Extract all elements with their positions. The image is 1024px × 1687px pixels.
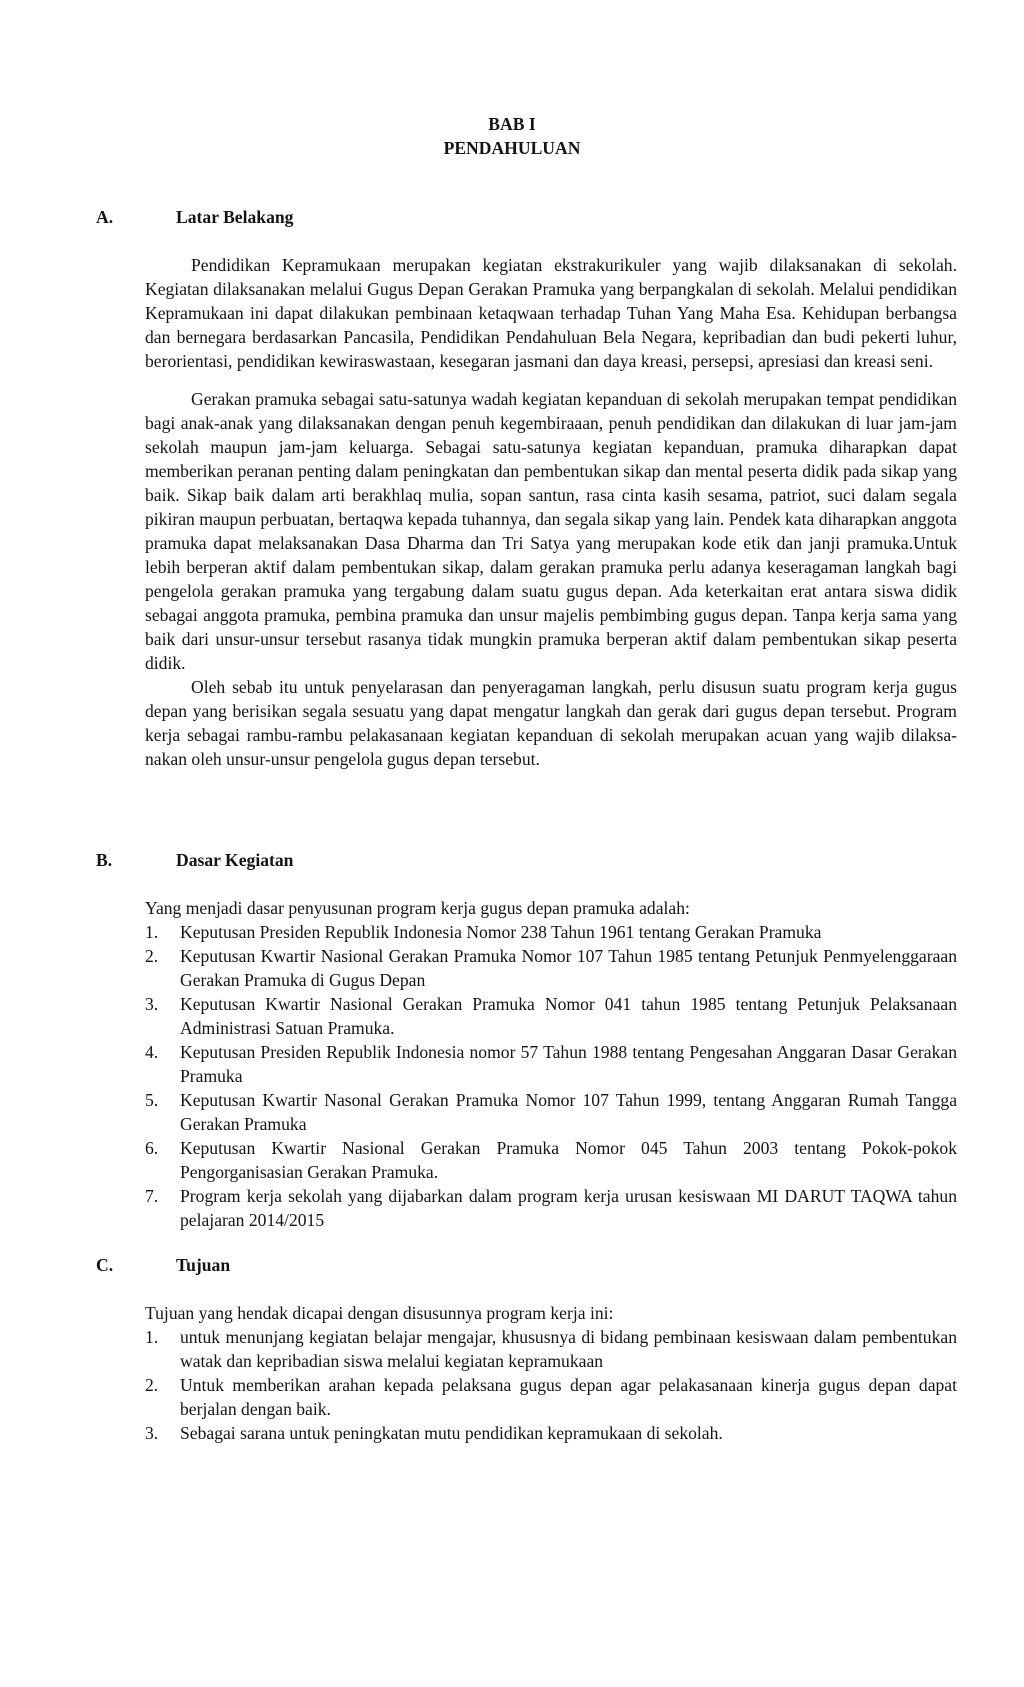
list-number: 3.: [145, 994, 159, 1014]
section-b-body: [145, 896, 957, 1232]
list-item: [145, 1040, 957, 1088]
list-number: 3.: [145, 1423, 159, 1443]
list-text: Sebagai sarana untuk peningkatan mutu pendidikan kepramukaan di sekolah.: [180, 1423, 723, 1443]
list-number: 6.: [145, 1138, 159, 1158]
section-a-paragraph-2: Gerakan pramuka sebagai satu-satunya wadah kegiatan kepanduan di sekolah merupakan tempat pendidikan bagi anak-anak yang dilaksanakan dengan penuh kegembiraaan, penuh pendidikan dan dilakukan di luar jam-jam sekolah maupun jam-jam keluarga. Sebagai satu-satunya kegiatan kepanduan, pramuka diharapkan dapat memberikan peranan penting dalam peningkatan dan pembentukan sikap dan mental peserta didik pada sikap yang baik. Sikap baik dalam arti berakhlaq mulia, sopan santun, rasa cinta kasih sesama, patriot, suci dalam segala pikiran maupun perbuatan, bertaqwa kepada tuhannya, dan segala sikap yang lain. Pendek kata diharapkan anggota pramuka dapat melaksanakan Dasa Dharma dan Tri Satya yang merupakan kode etik dan janji pramuka.Untuk lebih berperan aktif dalam pembentukan sikap, dalam gerakan pramuka perlu adanya keseragaman langkah bagi pengelola gerakan pramuka yang tergabung dalam suatu gugus depan. Ada keterkaitan erat antara siswa didik sebagai anggota pramuka, pembina pramuka dan unsur majelis pembimbing gugus depan. Tanpa kerja sama yang baik dari unsur-unsur tersebut rasanya tidak mungkin pramuka berperan aktif dalam pembentukan sikap peserta didik.: [145, 389, 957, 673]
list-item: [145, 1325, 957, 1373]
list-text: Keputusan Kwartir Nasional Gerakan Pramuka Nomor 045 Tahun 2003 tentang Pokok-pokok Pengorganisasian Gerakan Pramuka.: [180, 1138, 957, 1182]
list-number: 1.: [145, 922, 159, 942]
chapter-title: PENDAHULUAN: [443, 138, 581, 158]
list-number: 2.: [145, 946, 159, 966]
list-number: 7.: [145, 1186, 159, 1206]
list-text: Keputusan Presiden Republik Indonesia nomor 57 Tahun 1988 tentang Pengesahan Anggaran Dasar Gerakan Pramuka: [180, 1042, 957, 1086]
section-c-body: [145, 1301, 957, 1445]
list-number: 2.: [145, 1375, 159, 1395]
section-b-heading: [96, 848, 293, 872]
list-item: [145, 1373, 957, 1421]
list-text: Keputusan Kwartir Nasonal Gerakan Pramuka Nomor 107 Tahun 1999, tentang Anggaran Rumah Tangga Gerakan Pramuka: [180, 1090, 957, 1134]
list-item: [145, 1184, 957, 1232]
list-text: Keputusan Kwartir Nasional Gerakan Pramuka Nomor 041 tahun 1985 tentang Petunjuk Pelaksanaan Administrasi Satuan Pramuka.: [180, 994, 957, 1038]
section-c-letter: C.: [96, 1255, 114, 1275]
list-text: Keputusan Kwartir Nasional Gerakan Pramuka Nomor 107 Tahun 1985 tentang Petunjuk Penmyelenggaraan Gerakan Pramuka di Gugus Depan: [180, 946, 957, 990]
section-a-title: Latar Belakang: [176, 207, 294, 227]
section-a-paragraph-3: Oleh sebab itu untuk penyelarasan dan penyeragaman langkah, perlu disusun suatu program kerja gugus depan yang berisikan segala sesuatu yang dapat mengatur langkah dan gerak dari gugus depan tersebut. Program kerja sebagai rambu-rambu pelakasanaan kegiatan kepanduan di sekolah merupakan acuan yang wajib dilaksa-nakan oleh unsur-unsur pengelola gugus depan tersebut.: [145, 677, 957, 769]
list-text: Keputusan Presiden Republik Indonesia Nomor 238 Tahun 1961 tentang Gerakan Pramuka: [180, 922, 822, 942]
list-item: [145, 920, 957, 944]
chapter-label: BAB I: [488, 114, 536, 134]
list-item: [145, 1136, 957, 1184]
section-c-intro: Tujuan yang hendak dicapai dengan disusunnya program kerja ini:: [145, 1303, 614, 1323]
section-b-title: Dasar Kegiatan: [176, 850, 294, 870]
list-number: 4.: [145, 1042, 159, 1062]
list-text: Untuk memberikan arahan kepada pelaksana gugus depan agar pelakasanaan kinerja gugus depan dapat berjalan dengan baik.: [180, 1375, 957, 1419]
list-text: Program kerja sekolah yang dijabarkan dalam program kerja urusan kesiswaan MI DARUT TAQWA tahun pelajaran 2014/2015: [180, 1186, 957, 1230]
list-number: 5.: [145, 1090, 159, 1110]
section-a-letter: A.: [96, 207, 114, 227]
list-item: [145, 944, 957, 992]
list-number: 1.: [145, 1327, 159, 1347]
section-b-letter: B.: [96, 850, 113, 870]
section-b-intro: Yang menjadi dasar penyusunan program kerja gugus depan pramuka adalah:: [145, 898, 690, 918]
section-c-title: Tujuan: [176, 1255, 231, 1275]
list-text: untuk menunjang kegiatan belajar mengajar, khususnya di bidang pembinaan kesiswaan dalam pembentukan watak dan kepribadian siswa melalui kegiatan kepramukaan: [180, 1327, 957, 1371]
section-a-body: [145, 253, 957, 771]
list-item: [145, 1421, 957, 1445]
section-b-list: [145, 920, 957, 1232]
section-c-heading: [96, 1253, 230, 1277]
list-item: [145, 1088, 957, 1136]
section-c-list: [145, 1325, 957, 1445]
section-a-paragraph-1: Pendidikan Kepramukaan merupakan kegiatan ekstrakurikuler yang wajib dilaksanakan di sekolah. Kegiatan dilaksanakan melalui Gugus Depan Gerakan Pramuka yang berpangkalan di sekolah. Melalui pendidikan Kepramukaan ini dapat dilakukan pembinaan ketaqwaan terhadap Tuhan Yang Maha Esa. Kehidupan berbangsa dan bernegara berdasarkan Pancasila, Pendidikan Pendahuluan Bela Negara, kepribadian dan budi pekerti luhur, berorientasi, pendidikan kewiraswastaan, kesegaran jasmani dan daya kreasi, persepsi, apresiasi dan kreasi seni.: [145, 255, 957, 371]
section-a-heading: [96, 205, 293, 229]
list-item: [145, 992, 957, 1040]
